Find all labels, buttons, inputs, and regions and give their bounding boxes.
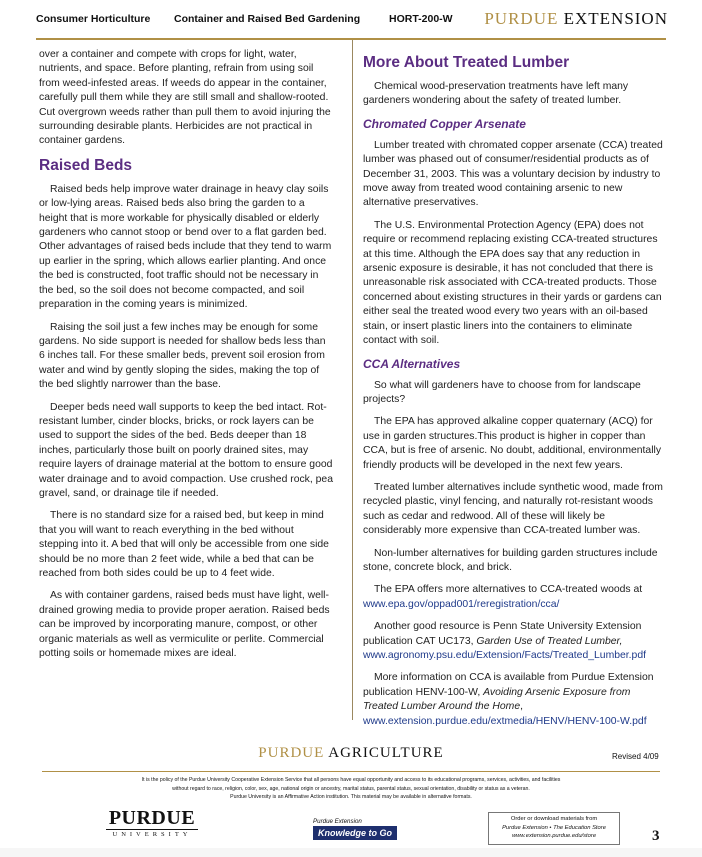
header-series: Consumer Horticulture <box>36 13 151 25</box>
paragraph: As with container gardens, raised beds must have light, well-drained growing media to provide proper aeration. Raised beds can be improved by incorporating manure, compost, or other organic materials as well as vermiculite or perlite. Commercial potting soils or homemade mixes are ideal. <box>39 590 330 660</box>
psu-link[interactable]: www.agronomy.psu.edu/Extension/Facts/Treated_Lumber.pdf <box>363 650 647 661</box>
purdue-link[interactable]: www.extension.purdue.edu/extmedia/HENV/HENV-100-W.pdf <box>363 715 647 727</box>
paragraph: There is no standard size for a raised bed, but keep in mind that you will want to reach everything in the bed without stepping into it. A bed that will only be accessible from one side should be no more than 2 feet wide, while a bed that can be reached from both sides could be up to 4 feet wide. <box>39 510 329 579</box>
right-column <box>363 50 664 737</box>
column-divider <box>352 40 353 720</box>
revised-date: Revised 4/09 <box>612 752 659 761</box>
publication-title: Avoiding Arsenic Exposure from Treated Lumber Around the Home <box>363 686 631 713</box>
page-header <box>0 0 702 38</box>
paragraph-text: More information on CCA is available from Purdue Extension publication HENV-100-W, <box>363 672 654 698</box>
paragraph: The U.S. Environmental Protection Agency (EPA) does not require or recommend replacing existing CCA-treated structures at this time. Although the EPA does say that any reduction in arsenic exposure is desirable, it has not concluded that there is unreasonable risk associated with CCA-treated products. Those concerned about existing structures in their yards or gardens can either seal the treated wood every two years with an oil-based stain, or insert plastic liners into the containers to eliminate contact with soil. <box>363 219 662 347</box>
paragraph: over a container and compete with crops for light, water, nutrients, and space. Before planting, refrain from using soil from weed-infested areas. If weeds do appear in the container, carefully pull them while they are still small and shallow-rooted. Cut overgrown weeds rather than pull them to avoid injuring the surrounding desirable plants. Herbicides are not practical in container gardens. <box>39 49 331 147</box>
purdue-extension-logo: PURDUE EXTENSION <box>484 9 668 28</box>
paragraph: More information on CCA is available from Purdue Extension publication HENV-100-W, Avoiding Arsenic Exposure from Treated Lumber Around the Home, www.extension.purdue.edu/extmedia/HENV/HENV-100-W.pdf <box>363 672 654 727</box>
subheading-cca-alternatives: CCA Alternatives <box>363 356 461 371</box>
header-title: Container and Raised Bed Gardening <box>174 13 361 25</box>
publication-title: Garden Use of Treated Lumber, <box>476 635 623 647</box>
paragraph: Chemical wood-preservation treatments have left many gardeners wondering about the safety of treated lumber. <box>363 81 629 107</box>
purdue-university-logo: PURDUE UNIVERSITY <box>106 808 198 838</box>
left-column <box>39 48 333 669</box>
paragraph-text: Another good resource is Penn State University Extension publication CAT UC173, <box>363 621 642 647</box>
paragraph: Raised beds help improve water drainage in heavy clay soils or low-lying areas. Raised beds also bring the garden to a height that is more workable for physically disabled or elderly gardeners who cannot stoop or bend over to a flat garden bed. Other advantages of raised beds include that they tend to warm up earlier in the spring, which allows earlier planting. And once the bed is constructed, foot traffic should not be necessary in the bed, so the soil does not become compacted, and soil preparation in the coming years is minimized. <box>39 183 332 311</box>
paragraph: Lumber treated with chromated copper arsenate (CCA) treated lumber was phased out of consumer/residential products as of December 31, 2003. This was a voluntary decision by industry to move away from treated wood containing arsenic to new alternative preservatives. <box>363 139 663 209</box>
paragraph-text: The EPA offers more alternatives to CCA-treated woods at <box>374 584 643 596</box>
paragraph: So what will gardeners have to choose from for landscape projects? <box>363 379 641 405</box>
order-info-box: Order or download materials from Purdue Extension • The Education Store www.extension.purdue.edu/store <box>488 812 620 845</box>
paragraph: Treated lumber alternatives include synthetic wood, made from recycled plastic, vinyl fencing, and naturally rot-resistant woods such as cedar and redwood. All of these will likely be considerably more expensive than CCA-treated lumber was. <box>363 481 663 537</box>
epa-link[interactable]: www.epa.gov/oppad001/reregistration/cca/ <box>363 598 560 610</box>
paragraph <box>363 583 664 612</box>
policy-statement: It is the policy of the Purdue University Cooperative Extension Service that all persons have equal opportunity and access to its educational programs, services, activities, and facilities without regard to race, religion, color, sex, age, national origin or ancestry, marital status, parental status, sexual orientation, disability or status as a veteran. Purdue University is an Affirmative Action institution. This material may be available in alternative formats. <box>141 777 561 800</box>
paragraph: Raising the soil just a few inches may be enough for some gardens. No side support is needed for shallow beds less than 6 inches tall. For these smaller beds, prevent soil erosion from water and wind by gently sloping the sides, making the top of the bed slightly narrower than the base. <box>39 321 326 391</box>
section-heading-raised-beds: Raised Beds <box>39 156 133 174</box>
paragraph: Non-lumber alternatives for building garden structures include stone, concrete block, and brick. <box>363 547 658 573</box>
paragraph: Deeper beds need wall supports to keep the bed intact. Rot-resistant lumber, cinder blocks, bricks, or rock layers can be used to support the sides of the bed. Beds deeper than 18 inches, particularly those built on poorly drained sites, may require layers of drainage material at the bottom to ensure good water drainage and to avoid compaction. Use crushed rock, pea gravel, sand, or drainage tile if needed. <box>39 401 333 499</box>
knowledge-to-go-logo: Purdue Extension Knowledge to Go <box>313 818 397 840</box>
paragraph <box>363 620 664 663</box>
purdue-agriculture-logo: PURDUE AGRICULTURE <box>258 745 444 761</box>
section-heading-treated-lumber: More About Treated Lumber <box>363 54 570 71</box>
paragraph: The EPA has approved alkaline copper quaternary (ACQ) for use in garden structures.This product is higher in copper than CCA, but is free of arsenic. No doubt, additional, environmentally friendly products will be developed in the next few years. <box>363 416 662 471</box>
header-rule <box>36 38 666 40</box>
header-code: HORT-200-W <box>389 13 453 25</box>
bottom-strip <box>0 848 702 857</box>
page-number: 3 <box>652 828 660 844</box>
subheading-cca: Chromated Copper Arsenate <box>363 116 526 131</box>
footer-rule <box>42 771 660 772</box>
